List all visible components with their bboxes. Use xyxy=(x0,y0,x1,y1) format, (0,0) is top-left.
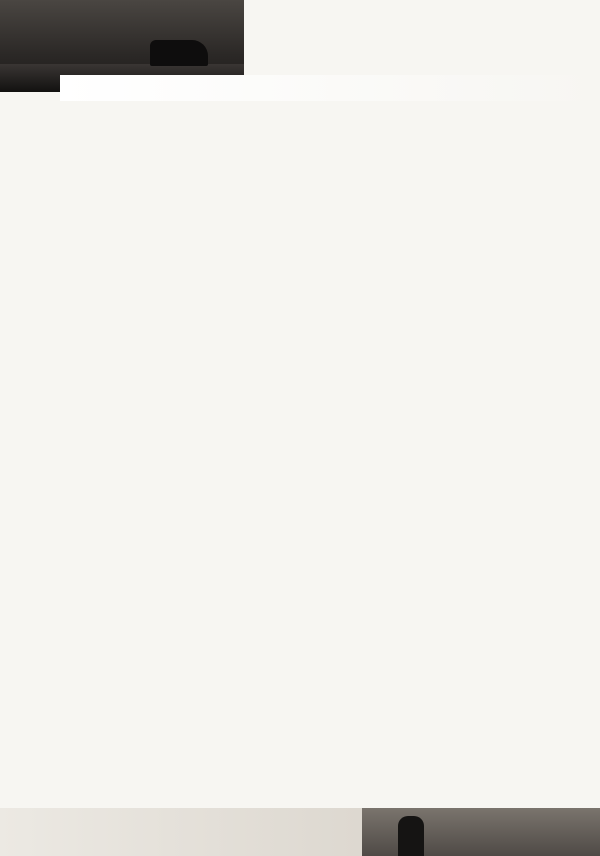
piano-shape xyxy=(150,40,208,66)
choir-photo-bottom xyxy=(362,808,600,856)
conductor-figure xyxy=(398,816,424,856)
title-band xyxy=(60,75,600,101)
